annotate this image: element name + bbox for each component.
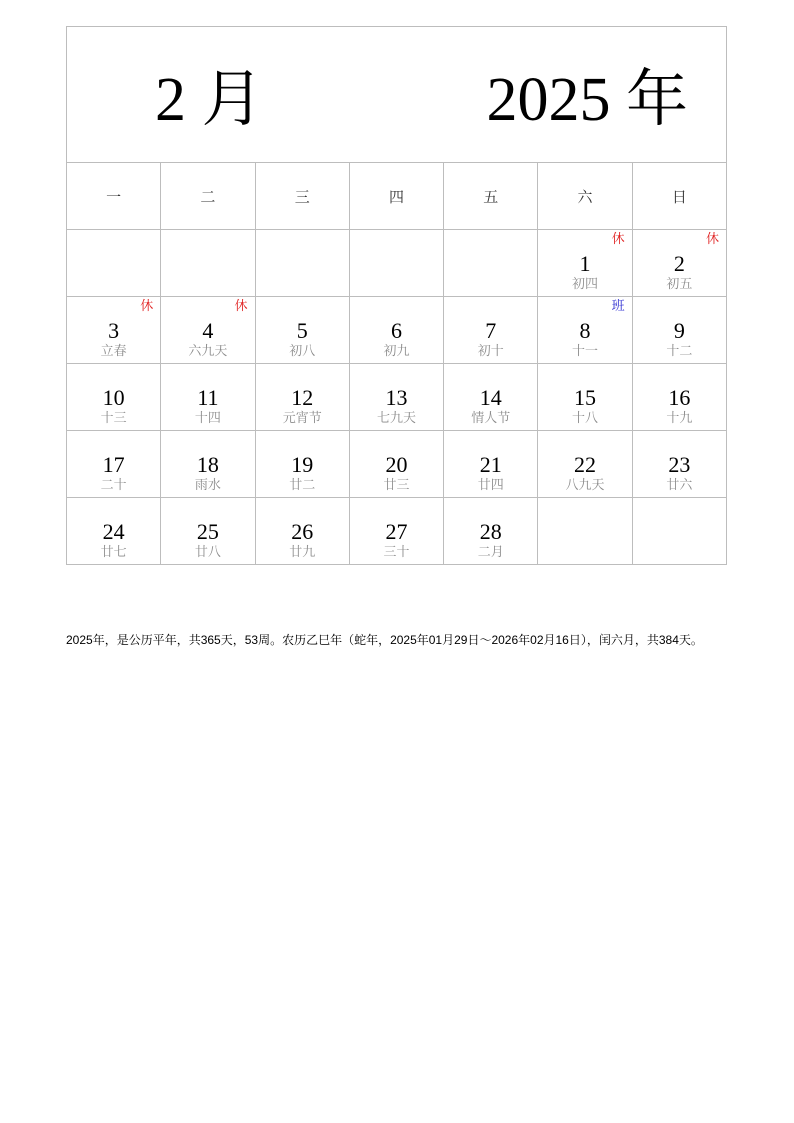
day-number: 11 [197, 385, 219, 410]
lunar-date: 初四 [572, 277, 599, 292]
day-number: 14 [479, 385, 502, 410]
day-number: 6 [390, 318, 402, 343]
lunar-date: 十四 [194, 411, 221, 426]
day-cell [255, 498, 349, 565]
day-number: 12 [291, 385, 314, 410]
year-summary-note: 2025年，是公历平年，共365天，53周。农历乙巳年（蛇年，2025年01月29日～2026年02月16日），闰六月，共384天。 [66, 633, 703, 647]
day-cell [255, 431, 349, 498]
lunar-date: 三十 [383, 545, 410, 560]
day-cell [632, 431, 726, 498]
day-cell [255, 297, 349, 364]
day-number: 23 [668, 452, 691, 477]
day-cell [349, 431, 443, 498]
day-number: 17 [102, 452, 125, 477]
day-cell [349, 364, 443, 431]
day-number: 13 [385, 385, 408, 410]
day-number: 22 [574, 452, 597, 477]
lunar-date: 六九天 [188, 344, 228, 359]
lunar-date: 廿九 [289, 545, 316, 560]
weekday-tue: 二 [161, 163, 255, 230]
day-number: 10 [102, 385, 125, 410]
lunar-date: 二十 [100, 478, 127, 493]
day-number: 26 [291, 519, 314, 544]
day-number: 16 [668, 385, 691, 410]
lunar-date: 初五 [666, 277, 693, 292]
lunar-date: 初八 [289, 344, 316, 359]
day-number: 28 [479, 519, 502, 544]
lunar-date: 十二 [666, 344, 693, 359]
empty-day-cell [67, 230, 161, 297]
day-cell [632, 364, 726, 431]
day-number: 24 [102, 519, 125, 544]
lunar-date: 十八 [572, 411, 599, 426]
day-number: 8 [579, 318, 591, 343]
day-cell [444, 297, 538, 364]
day-number: 18 [196, 452, 219, 477]
day-number: 9 [673, 318, 685, 343]
lunar-date: 八九天 [565, 478, 605, 493]
lunar-date: 初九 [383, 344, 410, 359]
weekday-fri: 五 [444, 163, 538, 230]
holiday-badge: 休 [705, 232, 719, 247]
day-cell [161, 498, 255, 565]
empty-day-cell [349, 230, 443, 297]
day-cell [538, 431, 632, 498]
day-cell [444, 431, 538, 498]
calendar-header [67, 27, 727, 163]
lunar-date: 廿八 [194, 545, 221, 560]
day-cell [538, 230, 632, 297]
lunar-date: 初十 [477, 344, 504, 359]
day-cell [349, 498, 443, 565]
week-row [67, 230, 727, 297]
day-number: 15 [574, 385, 597, 410]
empty-day-cell [161, 230, 255, 297]
empty-day-cell [538, 498, 632, 565]
day-cell [161, 297, 255, 364]
weekday-wed: 三 [255, 163, 349, 230]
day-cell [161, 431, 255, 498]
empty-day-cell [632, 498, 726, 565]
day-number: 4 [202, 318, 214, 343]
week-row [67, 297, 727, 364]
holiday-badge: 休 [140, 299, 154, 314]
holiday-badge: 休 [234, 299, 248, 314]
weekday-header-row [67, 163, 727, 230]
day-number: 27 [385, 519, 408, 544]
month-title: 2 月 [155, 66, 264, 134]
weekday-sat: 六 [538, 163, 632, 230]
day-number: 7 [485, 318, 497, 343]
day-cell [161, 364, 255, 431]
week-row [67, 498, 727, 565]
lunar-date: 廿三 [383, 478, 410, 493]
empty-day-cell [255, 230, 349, 297]
week-row [67, 364, 727, 431]
day-cell [444, 364, 538, 431]
day-number: 21 [479, 452, 502, 477]
workday-badge: 班 [611, 299, 625, 314]
calendar-table [66, 26, 727, 565]
lunar-date: 十九 [666, 411, 693, 426]
lunar-date: 十一 [572, 344, 599, 359]
holiday-badge: 休 [611, 232, 625, 247]
lunar-date: 雨水 [194, 478, 221, 493]
day-cell [349, 297, 443, 364]
day-cell [538, 364, 632, 431]
lunar-date: 立春 [100, 344, 127, 359]
day-number: 2 [673, 251, 685, 276]
day-cell [632, 230, 726, 297]
empty-day-cell [444, 230, 538, 297]
lunar-date: 廿二 [289, 478, 316, 493]
day-cell [67, 431, 161, 498]
day-cell [538, 297, 632, 364]
day-cell [67, 364, 161, 431]
day-number: 5 [296, 318, 308, 343]
year-title: 2025 年 [486, 66, 688, 134]
lunar-date: 十三 [100, 411, 127, 426]
week-row [67, 431, 727, 498]
day-cell [255, 364, 349, 431]
lunar-date: 廿七 [100, 545, 127, 560]
weekday-sun: 日 [632, 163, 726, 230]
lunar-date: 二月 [477, 545, 504, 560]
lunar-date: 廿四 [477, 478, 504, 493]
day-number: 25 [196, 519, 219, 544]
day-number: 19 [291, 452, 314, 477]
weekday-mon: 一 [67, 163, 161, 230]
lunar-date: 七九天 [376, 411, 416, 426]
day-number: 20 [385, 452, 408, 477]
day-cell [67, 498, 161, 565]
day-number: 3 [108, 318, 120, 343]
lunar-date: 廿六 [666, 478, 693, 493]
lunar-date: 元宵节 [282, 411, 322, 426]
day-cell [444, 498, 538, 565]
day-cell [67, 297, 161, 364]
day-cell [632, 297, 726, 364]
lunar-date: 情人节 [471, 411, 511, 426]
weekday-thu: 四 [349, 163, 443, 230]
day-number: 1 [579, 251, 591, 276]
